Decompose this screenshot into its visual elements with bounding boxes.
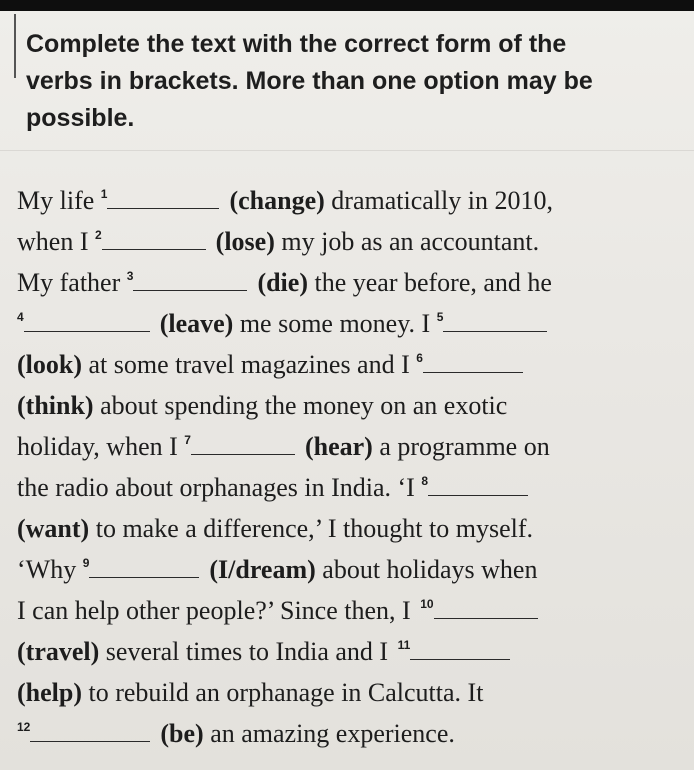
gap-number: 6 bbox=[416, 351, 423, 365]
gap-number: 12 bbox=[17, 720, 31, 734]
gap-number: 1 bbox=[100, 187, 108, 201]
verb-prompt: (I/dream) bbox=[209, 555, 316, 584]
text-line: (look) at some travel magazines and I $^6$ bbox=[17, 350, 533, 380]
blank-4[interactable] bbox=[24, 311, 150, 332]
blank-11[interactable] bbox=[410, 639, 510, 660]
blank-6[interactable] bbox=[423, 352, 523, 373]
blank-8[interactable] bbox=[428, 475, 528, 496]
verb-prompt: (be) bbox=[160, 719, 204, 748]
text-line: (travel) several times to India and I $^{11}$ bbox=[17, 637, 520, 667]
section-divider bbox=[0, 150, 694, 151]
text-line: (think) about spending the money on an exotic bbox=[17, 391, 508, 420]
text-line: (help) to rebuild an orphanage in Calcutta. It bbox=[17, 678, 484, 707]
gap-number: 5 bbox=[436, 310, 444, 324]
verb-prompt: (lose) bbox=[215, 227, 275, 256]
text-line: when I $^2$ (lose) my job as an accountant. bbox=[17, 227, 540, 256]
blank-9[interactable] bbox=[89, 557, 199, 578]
text-line: I can help other people?’ Since then, I $^{10}$ bbox=[17, 596, 548, 626]
text-line: holiday, when I $^7$ (hear) a programme on bbox=[17, 432, 550, 461]
verb-prompt: (leave) bbox=[159, 309, 234, 338]
gap-number: 7 bbox=[184, 433, 191, 447]
gap-number: 3 bbox=[126, 269, 134, 283]
top-edge bbox=[0, 0, 694, 11]
text-line: My life $^1$ (change) dramatically in 2010, bbox=[17, 186, 553, 215]
text-line: (want) to make a difference,’ I thought to myself. bbox=[17, 514, 533, 543]
verb-prompt: (help) bbox=[17, 678, 82, 707]
blank-12[interactable] bbox=[30, 721, 150, 742]
margin-rule bbox=[14, 14, 16, 78]
instruction-line-2: verbs in brackets. More than one option may be bbox=[26, 67, 593, 95]
gap-number: 9 bbox=[82, 556, 90, 570]
text-line: $^{12}$ (be) an amazing experience. bbox=[17, 719, 455, 748]
gap-number: 2 bbox=[94, 228, 102, 242]
text-line: $^4$ (leave) me some money. I $^5$ bbox=[17, 309, 557, 339]
verb-prompt: (die) bbox=[257, 268, 308, 297]
verb-prompt: (want) bbox=[17, 514, 90, 543]
text-line: ‘Why $^9$ (I/dream) about holidays when bbox=[17, 555, 538, 584]
instruction-line-1: Complete the text with the correct form of the bbox=[26, 30, 567, 58]
text-line: the radio about orphanages in India. ‘I $^8$ bbox=[17, 473, 538, 503]
instruction-line-3: possible. bbox=[26, 104, 135, 132]
blank-10[interactable] bbox=[434, 598, 538, 619]
gap-number: 8 bbox=[421, 474, 428, 488]
exercise-instructions bbox=[26, 26, 686, 137]
gap-number: 11 bbox=[397, 638, 411, 652]
verb-prompt: (think) bbox=[17, 391, 94, 420]
blank-1[interactable] bbox=[107, 188, 219, 209]
blank-2[interactable] bbox=[102, 229, 206, 250]
verb-prompt: (hear) bbox=[304, 432, 373, 461]
gap-number: 4 bbox=[17, 310, 24, 324]
verb-prompt: (change) bbox=[229, 186, 325, 215]
blank-5[interactable] bbox=[443, 311, 547, 332]
verb-prompt: (travel) bbox=[17, 637, 100, 666]
text-line: My father $^3$ (die) the year before, and he bbox=[17, 268, 552, 297]
blank-3[interactable] bbox=[133, 270, 247, 291]
gap-number: 10 bbox=[420, 597, 434, 611]
blank-7[interactable] bbox=[191, 434, 295, 455]
verb-prompt: (look) bbox=[17, 350, 82, 379]
